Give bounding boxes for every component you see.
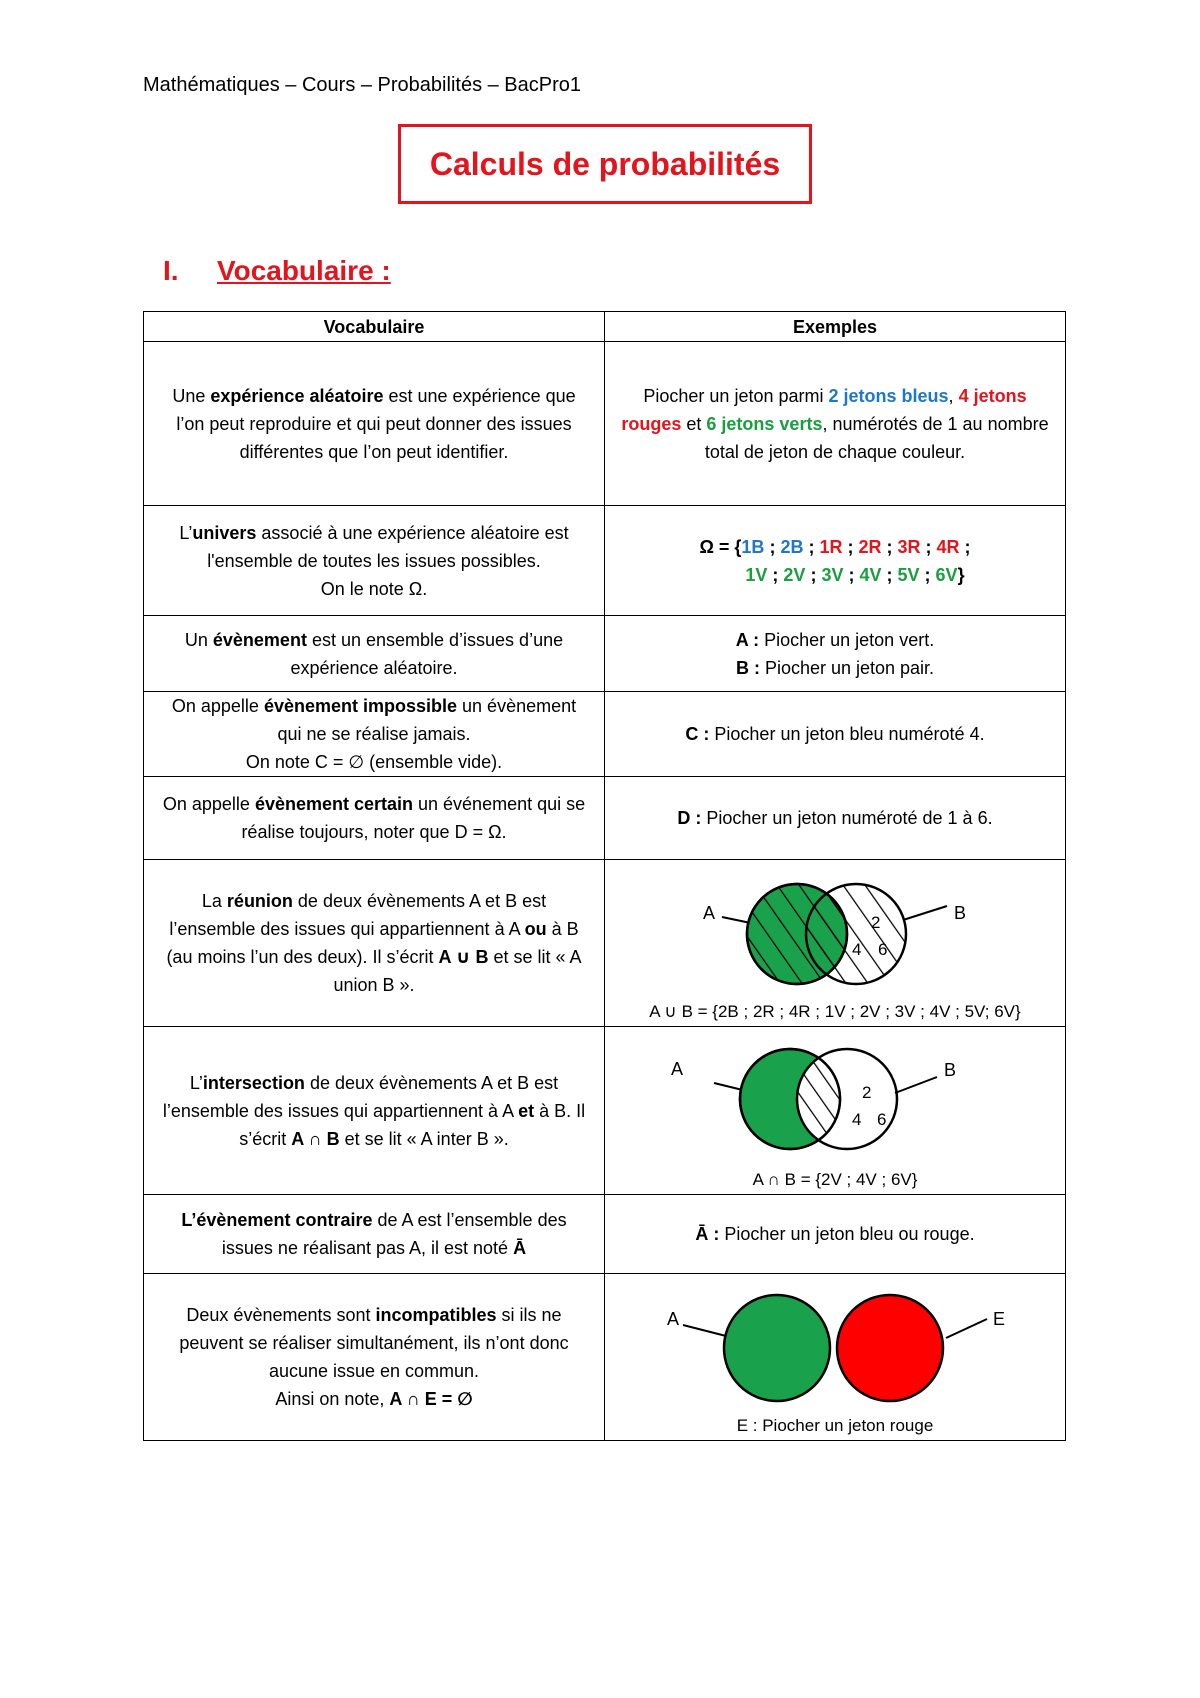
universe-prefix: Ω = { <box>699 536 742 557</box>
union-venn-diagram <box>605 860 1065 1026</box>
universe-separator: ; <box>881 536 898 557</box>
universe-separator: ; <box>764 536 781 557</box>
example-cell: Piocher un jeton parmi 2 jetons bleus, 4 jetons rouges et 6 jetons verts, numérotés de 1 au nombre total de jeton de chaque couleur. <box>605 342 1066 506</box>
table-row <box>144 1195 1066 1274</box>
label-e-pointer <box>946 1319 987 1338</box>
label-a-pointer <box>683 1325 730 1337</box>
table-row <box>144 1027 1066 1195</box>
term-evenement-certain: évènement certain <box>254 794 414 814</box>
column-header-exemples: Exemples <box>605 312 1066 342</box>
page-header: Mathématiques – Cours – Probabilités – BacPro1 <box>143 74 582 96</box>
definition-cell: Deux évènements sont incompatibles si ils ne peuvent se réaliser simultanément, ils n’ont donc aucune issue en commun. Ainsi on note, A ∩ E = ∅ <box>144 1274 605 1441</box>
table-row <box>144 1274 1066 1441</box>
universe-outcome: 5V <box>897 564 920 585</box>
universe-outcome: 3R <box>897 536 921 557</box>
vocabulary-table <box>143 311 1066 1441</box>
table-header-row <box>144 312 1066 342</box>
universe-suffix: } <box>957 564 965 585</box>
page-title <box>398 124 812 204</box>
universe-outcome: 4R <box>936 536 960 557</box>
universe-outcome: 1V <box>745 564 768 585</box>
example-cell <box>605 1274 1066 1441</box>
term-intersection: intersection <box>202 1072 305 1093</box>
page-title-text: Calculs de probabilités <box>429 145 781 182</box>
example-cell: A : Piocher un jeton vert. B : Piocher un jeton pair. <box>605 616 1066 692</box>
universe-separator: ; <box>843 564 860 585</box>
term-evenement-impossible: évènement impossible <box>263 696 458 716</box>
definition-cell: L’intersection de deux évènements A et B est l’ensemble des issues qui appartiennent à A et à B. Il s’écrit A ∩ B et se lit « A inter B ». <box>144 1027 605 1195</box>
element-6: 6 <box>877 1110 887 1129</box>
label-b: B <box>954 903 967 923</box>
set-e-circle <box>837 1295 943 1401</box>
example-cell: C : Piocher un jeton bleu numéroté 4. <box>605 692 1066 777</box>
definition-cell: On appelle évènement certain un événement qui se réalise toujours, noter que D = Ω. <box>144 777 605 860</box>
example-cell <box>605 1027 1066 1195</box>
definition-cell: On appelle évènement impossible un évènement qui ne se réalise jamais. On note C = ∅ (ensemble vide). <box>144 692 605 777</box>
universe-outcome: 4V <box>859 564 882 585</box>
universe-separator: ; <box>919 564 936 585</box>
table-row <box>144 342 1066 506</box>
term-incompatibles: incompatibles <box>375 1305 497 1325</box>
element-4: 4 <box>852 1110 862 1129</box>
column-header-vocabulaire: Vocabulaire <box>144 312 605 342</box>
universe-line-2 <box>619 561 1051 589</box>
universe-outcome: 1B <box>741 536 765 557</box>
green-tokens: 6 jetons verts <box>706 413 823 434</box>
table-row <box>144 506 1066 616</box>
universe-separator: ; <box>920 536 937 557</box>
universe-separator: ; <box>881 564 898 585</box>
definition-cell: L’évènement contraire de A est l’ensemble des issues ne réalisant pas A, il est noté Ā <box>144 1195 605 1274</box>
term-univers: univers <box>192 522 257 543</box>
universe-separator: ; <box>767 564 784 585</box>
definition-cell: Un évènement est un ensemble d’issues d’une expérience aléatoire. <box>144 616 605 692</box>
universe-separator: ; <box>842 536 859 557</box>
term-reunion: réunion <box>226 891 293 911</box>
label-a: A <box>703 903 716 923</box>
universe-outcome: 3V <box>821 564 844 585</box>
element-6: 6 <box>878 940 888 959</box>
label-b: B <box>944 1060 957 1080</box>
universe-outcome: 6V <box>935 564 958 585</box>
universe-outcome: 2V <box>783 564 806 585</box>
section-heading <box>163 255 391 287</box>
definition-cell: La réunion de deux évènements A et B est l’ensemble des issues qui appartiennent à A ou à B (au moins l’un des deux). Il s’écrit A ∪ B et se lit « A union B ». <box>144 860 605 1027</box>
table-row <box>144 616 1066 692</box>
section-label: Vocabulaire : <box>217 255 391 286</box>
label-b-pointer <box>895 1077 937 1093</box>
universe-line-1 <box>619 533 1051 561</box>
example-cell <box>605 506 1066 616</box>
incompatible-venn-diagram <box>605 1274 1065 1440</box>
example-cell: D : Piocher un jeton numéroté de 1 à 6. <box>605 777 1066 860</box>
table-row <box>144 860 1066 1027</box>
universe-outcome: 2R <box>858 536 882 557</box>
intersection-caption: A ∩ B = {2V ; 4V ; 6V} <box>752 1170 918 1189</box>
label-e: E <box>993 1309 1006 1329</box>
union-caption: A ∪ B = {2B ; 2R ; 4R ; 1V ; 2V ; 3V ; 4V ; 5V; 6V} <box>649 1002 1021 1021</box>
universe-outcome: 2B <box>780 536 804 557</box>
incompatible-caption: E : Piocher un jeton rouge <box>736 1416 934 1435</box>
universe-outcome: 1R <box>819 536 843 557</box>
blue-tokens: 2 jetons bleus <box>828 385 949 406</box>
term-evenement-contraire: L’évènement contraire <box>181 1210 373 1230</box>
label-b-pointer <box>903 906 947 920</box>
table-row <box>144 692 1066 777</box>
definition-cell: L’univers associé à une expérience aléatoire est l'ensemble de toutes les issues possibles. On le note Ω. <box>144 506 605 616</box>
label-a: A <box>667 1309 680 1329</box>
red-tokens: 4 jetons rouges <box>621 385 1027 434</box>
element-4: 4 <box>852 940 862 959</box>
element-2: 2 <box>871 913 881 932</box>
section-number: I. <box>163 255 179 286</box>
intersection-venn-diagram <box>605 1027 1065 1194</box>
universe-separator: ; <box>805 564 822 585</box>
term-evenement: évènement <box>212 629 307 650</box>
universe-set <box>619 533 1051 589</box>
label-a: A <box>671 1059 684 1079</box>
universe-separator: ; <box>803 536 820 557</box>
element-2: 2 <box>862 1083 872 1102</box>
definition-cell: Une expérience aléatoire est une expérience que l’on peut reproduire et qui peut donner des issues différentes que l’on peut identifier. <box>144 342 605 506</box>
table-row <box>144 777 1066 860</box>
set-a-circle <box>724 1295 830 1401</box>
example-cell: Ā : Piocher un jeton bleu ou rouge. <box>605 1195 1066 1274</box>
term-experience-aleatoire: expérience aléatoire <box>210 385 384 406</box>
universe-separator: ; <box>959 536 971 557</box>
example-cell <box>605 860 1066 1027</box>
